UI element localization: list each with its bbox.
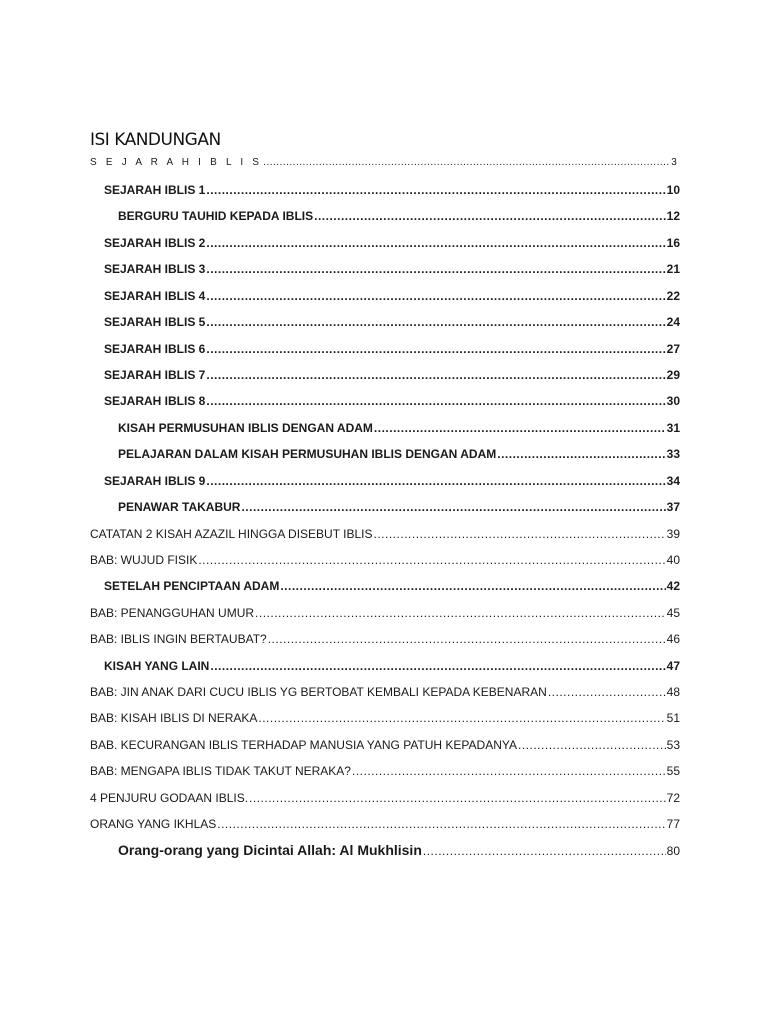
dot-leader <box>241 500 665 514</box>
toc-entry-page: 21 <box>666 262 680 276</box>
toc-entry-page: 3 <box>671 157 680 168</box>
dot-leader <box>206 236 665 250</box>
dot-leader <box>249 791 666 805</box>
toc-entry-label: SEJARAH IBLIS 4 <box>104 289 206 303</box>
dot-leader <box>548 685 666 699</box>
toc-entry-label: BAB: MENGAPA IBLIS TIDAK TAKUT NERAKA? <box>90 764 351 778</box>
toc-entry[interactable] <box>118 209 680 223</box>
toc-entry-label: S E J A R A H I B L I S <box>90 157 263 168</box>
toc-entry[interactable] <box>90 606 680 620</box>
dot-leader <box>206 183 665 197</box>
toc-entry[interactable] <box>104 236 680 250</box>
toc-entry-page: 27 <box>666 342 680 356</box>
toc-entry-label: PENAWAR TAKABUR <box>118 500 241 514</box>
dot-leader <box>258 711 665 725</box>
toc-entry-page: 22 <box>666 289 680 303</box>
toc-entry-label: BAB: JIN ANAK DARI CUCU IBLIS YG BERTOBAT KEMBALI KEPADA KEBENARAN <box>90 685 547 699</box>
dot-leader <box>206 368 665 382</box>
toc-heading: ISI KANDUNGAN <box>90 130 221 150</box>
toc-entry[interactable] <box>90 738 680 752</box>
toc-entry-label: ORANG YANG IKHLAS <box>90 817 217 831</box>
dot-leader <box>198 553 665 567</box>
toc-entry-label: SEJARAH IBLIS 5 <box>104 315 206 329</box>
dot-leader <box>280 579 665 593</box>
toc-entry[interactable] <box>90 527 680 541</box>
toc-entry-page: 72 <box>666 791 680 805</box>
toc-entry-label: SEJARAH IBLIS 8 <box>104 394 206 408</box>
toc-entry-page: 40 <box>666 553 680 567</box>
toc-entry-page: 34 <box>666 474 680 488</box>
toc-entry-page: 33 <box>666 447 680 461</box>
toc-entry-label: BAB: WUJUD FISIK <box>90 553 198 567</box>
toc-entry[interactable] <box>90 632 680 646</box>
dot-leader <box>423 844 666 858</box>
dot-leader <box>518 738 666 752</box>
dot-leader <box>217 817 665 831</box>
toc-entry[interactable] <box>104 262 680 276</box>
toc-entry[interactable] <box>104 394 680 408</box>
toc-entry-label: SETELAH PENCIPTAAN ADAM <box>104 579 280 593</box>
dot-leader <box>210 659 665 673</box>
toc-entry-page: 42 <box>666 579 680 593</box>
toc-entry-page: 24 <box>666 315 680 329</box>
toc-entry[interactable] <box>118 447 680 461</box>
toc-entry-label: BAB: KISAH IBLIS DI NERAKA <box>90 711 258 725</box>
toc-entry-page: 29 <box>666 368 680 382</box>
toc-entry[interactable] <box>104 342 680 356</box>
toc-entry-page: 55 <box>666 764 680 778</box>
toc-entry[interactable] <box>90 764 680 778</box>
toc-entry[interactable] <box>104 659 680 673</box>
dot-leader <box>206 394 665 408</box>
toc-entry-page: 39 <box>666 527 680 541</box>
toc-entry-label: SEJARAH IBLIS 6 <box>104 342 206 356</box>
toc-entry[interactable] <box>104 289 680 303</box>
toc-entry[interactable] <box>90 817 680 831</box>
toc-entry-label: BAB: PENANGGUHAN UMUR <box>90 606 255 620</box>
toc-entry[interactable] <box>104 183 680 197</box>
toc-entry[interactable] <box>90 791 680 805</box>
dot-leader <box>206 474 665 488</box>
toc-entry-label: BERGURU TAUHID KEPADA IBLIS <box>118 209 314 223</box>
toc-entry-label: Orang-orang yang Dicintai Allah: Al Mukhlisin <box>118 842 422 858</box>
toc-entry-page: 48 <box>666 685 680 699</box>
toc-entry-page: 10 <box>666 183 680 197</box>
toc-entry-page: 16 <box>666 236 680 250</box>
toc-entry-label: KISAH YANG LAIN <box>104 659 210 673</box>
toc-entry-label: SEJARAH IBLIS 1 <box>104 183 206 197</box>
dot-leader <box>374 527 666 541</box>
toc-entry-page: 77 <box>666 817 680 831</box>
toc-entry-page: 45 <box>666 606 680 620</box>
toc-entry-page: 53 <box>666 738 680 752</box>
toc-entry[interactable] <box>90 685 680 699</box>
toc-entry[interactable] <box>118 842 680 858</box>
toc-entry-label: 4 PENJURU GODAAN IBLIS. <box>90 791 249 805</box>
toc-entry-label: KISAH PERMUSUHAN IBLIS DENGAN ADAM <box>118 421 373 435</box>
dot-leader <box>314 209 666 223</box>
toc-entry-page: 37 <box>666 500 680 514</box>
toc-entry-page: 31 <box>666 421 680 435</box>
toc-entry[interactable] <box>90 711 680 725</box>
toc-entry[interactable] <box>90 553 680 567</box>
toc-entry-label: PELAJARAN DALAM KISAH PERMUSUHAN IBLIS DENGAN ADAM <box>118 447 497 461</box>
toc-entry-label: SEJARAH IBLIS 3 <box>104 262 206 276</box>
dot-leader <box>263 157 670 168</box>
toc-entry-page: 12 <box>666 209 680 223</box>
dot-leader <box>352 764 666 778</box>
toc-entry[interactable] <box>118 421 680 435</box>
toc-entry-label: CATATAN 2 KISAH AZAZIL HINGGA DISEBUT IBLIS <box>90 527 373 541</box>
dot-leader <box>374 421 666 435</box>
toc-entry[interactable] <box>104 315 680 329</box>
toc-entry[interactable] <box>90 157 680 168</box>
toc-entry-page: 30 <box>666 394 680 408</box>
dot-leader <box>497 447 665 461</box>
toc-entry-label: SEJARAH IBLIS 9 <box>104 474 206 488</box>
dot-leader <box>206 315 665 329</box>
toc-entry-label: BAB. KECURANGAN IBLIS TERHADAP MANUSIA YANG PATUH KEPADANYA <box>90 738 518 752</box>
dot-leader <box>206 342 665 356</box>
dot-leader <box>268 632 666 646</box>
dot-leader <box>206 289 665 303</box>
toc-entry[interactable] <box>104 579 680 593</box>
dot-leader <box>206 262 665 276</box>
toc-entry[interactable] <box>104 474 680 488</box>
toc-entry-page: 46 <box>666 632 680 646</box>
dot-leader <box>255 606 666 620</box>
toc-entry-label: BAB: IBLIS INGIN BERTAUBAT? <box>90 632 267 646</box>
toc-entry-page: 51 <box>666 711 680 725</box>
toc-entry[interactable] <box>104 368 680 382</box>
toc-entry[interactable] <box>118 500 680 514</box>
toc-entry-page: 80 <box>666 844 680 858</box>
toc-entry-label: SEJARAH IBLIS 2 <box>104 236 206 250</box>
toc-entry-page: 47 <box>666 659 680 673</box>
toc-entry-label: SEJARAH IBLIS 7 <box>104 368 206 382</box>
